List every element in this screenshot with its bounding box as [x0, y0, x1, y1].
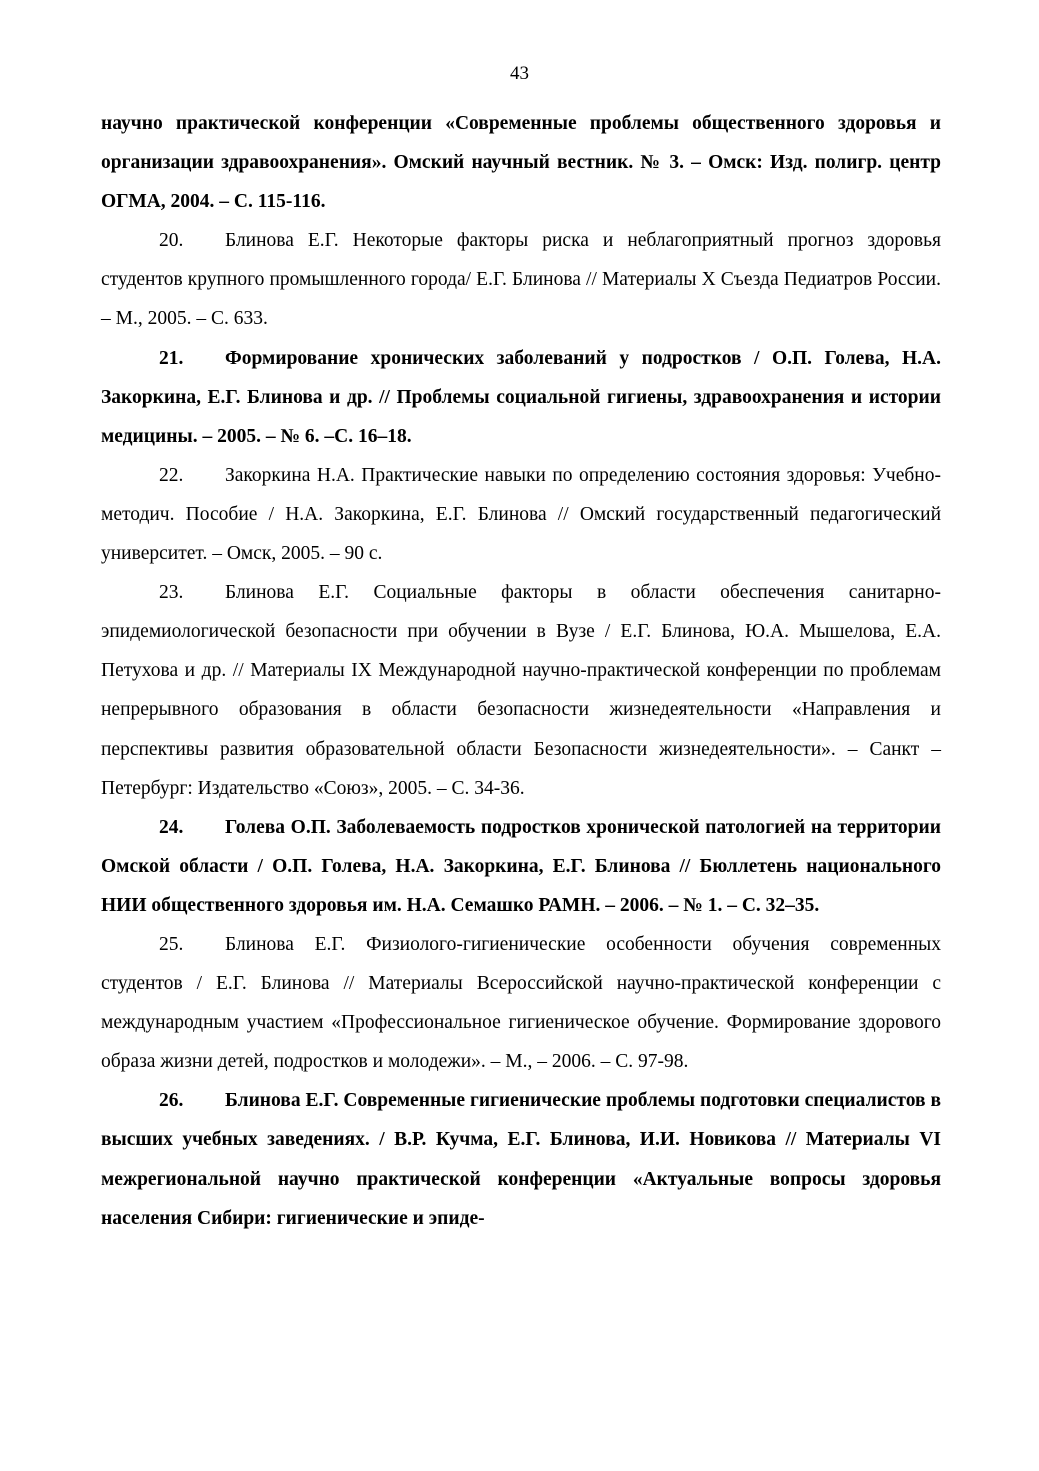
- reference-entry-20: [101, 221, 941, 338]
- entry-number: 24.: [159, 816, 184, 838]
- entry-number: 21.: [159, 347, 184, 369]
- reference-entry-19-continued: [101, 104, 941, 221]
- reference-entry-26: [101, 1081, 941, 1237]
- reference-entry-24: [101, 808, 941, 925]
- reference-entry-23: [101, 573, 941, 808]
- entry-text: Блинова Е.Г. Социальные факторы в области обеспечения санитарно-эпидемиологической безопасности при обучении в Вузе / Е.Г. Блинова, Ю.А. Мышелова, Е.А. Петухова и др. // Материалы IX Международной научно-практической конференции по проблемам непрерывного образования в области безопасности жизнедеятельности «Направления и перспективы развития образовательной области Безопасности жизнедеятельности». – Санкт – Петербург: Издательство «Союз», 2005. – С. 34-36.: [101, 582, 941, 799]
- reference-entry-21: [101, 339, 941, 456]
- entry-number: 26.: [159, 1090, 184, 1112]
- entry-text: Блинова Е.Г. Современные гигиенические проблемы подготовки специалистов в высших учебных заведениях. / В.Р. Кучма, Е.Г. Блинова, И.И. Новикова // Материалы VI межрегиональной научно практической конференции «Актуальные вопросы здоровья населения Сибири: гигиенические и эпиде-: [101, 1090, 941, 1229]
- reference-entry-25: [101, 925, 941, 1081]
- entry-number: 23.: [159, 582, 184, 604]
- entry-text: научно практической конференции «Современные проблемы общественного здоровья и организации здравоохранения». Омский научный вестник. № 3. – Омск: Изд. полигр. центр ОГМА, 2004. – С. 115-116.: [101, 113, 941, 213]
- entry-text: Закоркина Н.А. Практические навыки по определению состояния здоровья: Учебно-методич. Пособие / Н.А. Закоркина, Е.Г. Блинова // Омский государственный педагогический университет. – Омск, 2005. – 90 с.: [101, 464, 941, 565]
- entry-text: Блинова Е.Г. Некоторые факторы риска и неблагоприятный прогноз здоровья студентов крупного промышленного города/ Е.Г. Блинова // Материалы X Съезда Педиатров России. – М., 2005. – С. 633.: [101, 230, 941, 330]
- entry-number: 20.: [159, 230, 184, 252]
- entry-text: Формирование хронических заболеваний у подростков / О.П. Голева, Н.А. Закоркина, Е.Г. Блинова и др. // Проблемы социальной гигиены, здравоохранения и истории медицины. – 2005. – № 6. –С. 16–18.: [101, 347, 941, 447]
- reference-list: [101, 104, 941, 1238]
- page-number: 43: [510, 63, 529, 84]
- entry-number: 25.: [159, 933, 184, 955]
- entry-number: 22.: [159, 464, 184, 486]
- entry-text: Голева О.П. Заболеваемость подростков хронической патологией на территории Омской области / О.П. Голева, Н.А. Закоркина, Е.Г. Блинова // Бюллетень национального НИИ общественного здоровья им. Н.А. Семашко РАМН. – 2006. – № 1. – С. 32–35.: [101, 816, 941, 916]
- reference-entry-22: [101, 456, 941, 573]
- entry-text: Блинова Е.Г. Физиолого-гигиенические особенности обучения современных студентов / Е.Г. Блинова // Материалы Всероссийской научно-практической конференции с международным участием «Профессиональное гигиеническое обучение. Формирование здорового образа жизни детей, подростков и молодежи». – М., – 2006. – С. 97-98.: [101, 933, 941, 1073]
